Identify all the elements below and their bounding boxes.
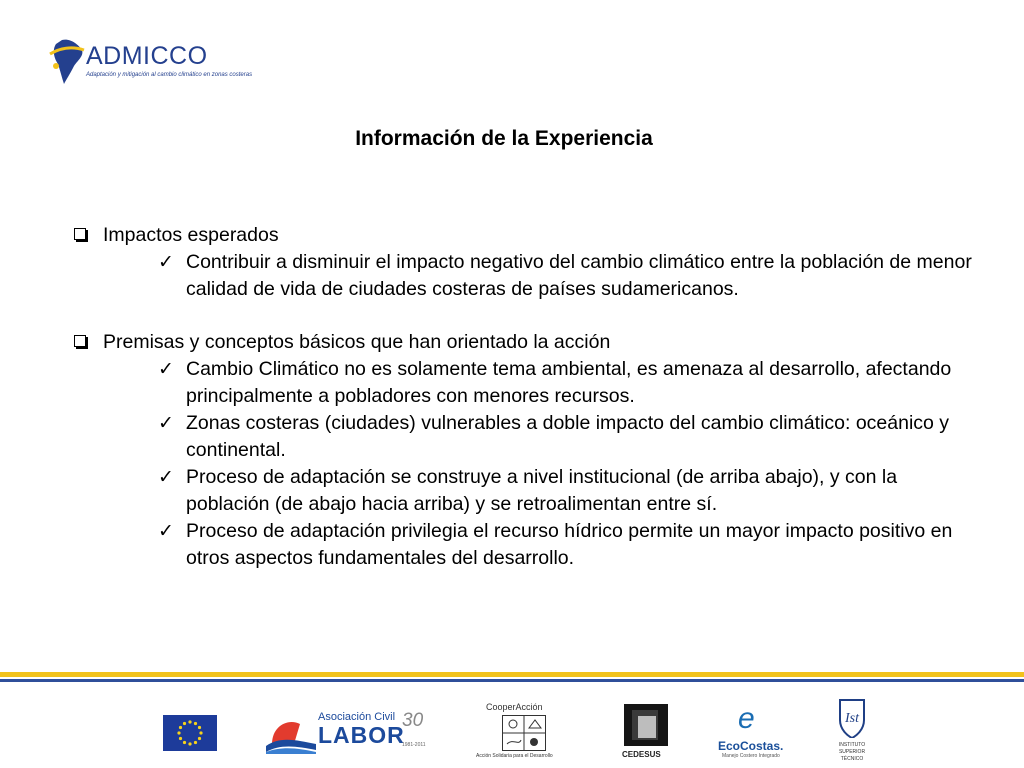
logo-tagline: Adaptación y mitigación al cambio climático en zonas costeras [86,72,253,78]
list-item [72,356,972,410]
checkmark-icon: ✓ [158,520,174,542]
list-item-text: Contribuir a disminuir el impacto negativo del cambio climático entre la población de menor calidad de vida de ciudades costeras de países sudamericanos. [186,251,972,300]
section-heading [72,222,972,249]
ist-line1: INSTITUTO [838,742,866,748]
checkbox-bullet-icon [74,335,86,347]
cooperaccion-name: CooperAcción [486,702,543,712]
svg-text:Ist: Ist [845,711,859,726]
section-premisas [72,329,972,572]
footer-rule-yellow [0,672,1024,677]
ecocostas-mark: e [738,702,755,735]
eu-flag-icon [163,715,217,751]
eu-stars-icon [163,715,217,751]
list-item [72,464,972,518]
list-item [72,410,972,464]
cooperaccion-emblem-icon [502,715,546,751]
item-list [72,356,972,572]
cooperaccion-slogan: Acción Solidaria para el Desarrollo [476,753,553,759]
labor-logo [266,710,430,754]
footer-rule-blue [0,679,1024,682]
ecocostas-name: EcoCostas. [718,739,784,753]
page-title: Información de la Experiencia [355,127,653,150]
cedesus-emblem-icon [624,704,668,746]
cedesus-name: CEDESUS [622,750,661,759]
ecocostas-slogan: Manejo Costero Integrado [722,753,780,759]
checkbox-bullet-icon [74,228,86,240]
item-list [72,249,972,303]
checkmark-icon: ✓ [158,466,174,488]
list-item-text: Proceso de adaptación se construye a nivel institucional (de arriba abajo), y con la población (de abajo hacia arriba) y se retroalimentan entre sí. [186,466,898,515]
content [72,222,972,598]
ist-line2: SUPERIOR [838,749,866,755]
labor-anniversary-badge: 30 [402,710,424,731]
cedesus-logo [622,704,672,764]
ist-name [832,742,872,763]
logo-wordmark: ADMICCO [86,42,208,70]
list-item [72,518,972,572]
section-heading-text: Impactos esperados [103,224,279,246]
footer-logos [0,690,1024,768]
ecocostas-logo [718,702,792,762]
labor-line2: LABOR [318,722,405,748]
list-item-text: Zonas costeras (ciudades) vulnerables a doble impacto del cambio climático: oceánico y continental. [186,412,950,461]
labor-years: 1981-2011 [402,742,426,748]
labor-wave-icon [266,710,316,754]
cooperaccion-logo [476,702,572,764]
ist-line3: TÉCNICO [840,756,864,762]
checkmark-icon: ✓ [158,358,174,380]
list-item [72,249,972,303]
checkmark-icon: ✓ [158,251,174,273]
south-america-map-icon [48,36,88,86]
list-item-text: Proceso de adaptación privilegia el recurso hídrico permite un mayor impacto positivo en otros aspectos fundamentales del desarrollo. [186,520,953,569]
ist-logo [832,698,872,766]
labor-line1: Asociación Civil [318,711,396,723]
section-heading-text: Premisas y conceptos básicos que han orientado la acción [103,331,611,353]
section-heading [72,329,972,356]
list-item-text: Cambio Climático no es solamente tema ambiental, es amenaza al desarrollo, afectando principalmente a pobladores con menores recursos. [186,358,952,407]
admicco-logo [48,36,253,86]
section-impactos [72,222,972,303]
ist-shield-icon [838,698,866,738]
checkmark-icon: ✓ [158,412,174,434]
